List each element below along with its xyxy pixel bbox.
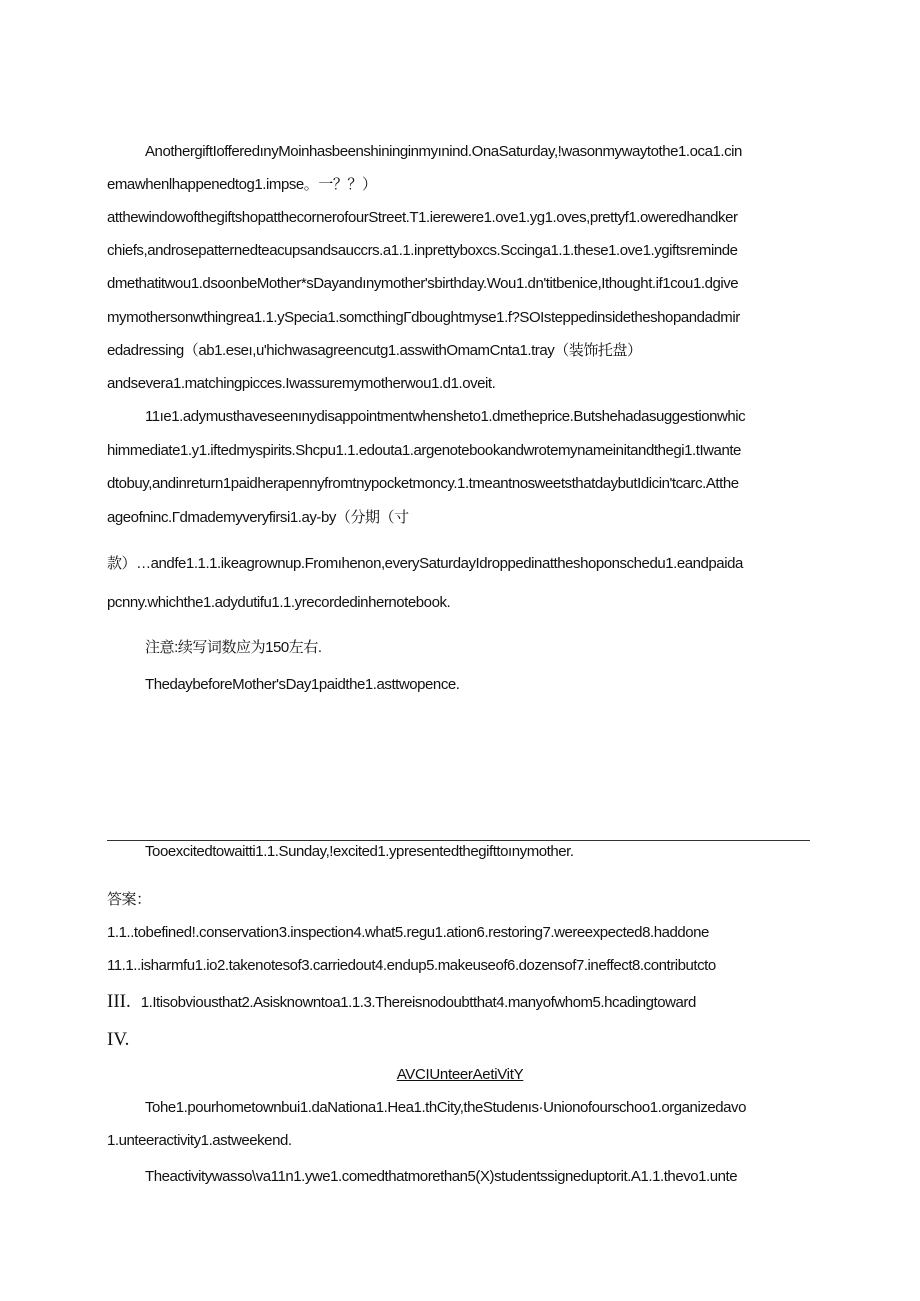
paragraph-1-start: ThedaybeforeMother'sDay1paidthe1.asttwopence. (145, 676, 460, 693)
passage-line: 11ıe1.adymusthaveseenınydisappointmentwhenshetо1.dmetheprice.Butshehadasuggestionwhic (145, 408, 746, 425)
essay-line: Theactivitywasso\va11n1.ywe1.comedthatmorethan5(X)studentssigneduptorit.A1.1.thevo1.unte (145, 1168, 738, 1185)
word-count-note: 注意:续写词数应为150左右. (145, 639, 322, 656)
passage-line: emawhenlhappenedtog1.impse。一？？） (107, 176, 377, 193)
section-4-label (107, 1031, 139, 1050)
essay-title: AVCIUnteerAetiVitY (396, 1066, 524, 1083)
passage-line: ageofninc.Γdmademyveryfirsi1.ay-by（分期（寸 (107, 509, 409, 526)
paragraph-2-start: Tooexcitedtowaitti1.1.Sunday,!excited1.ypresentedthegifttoınymother. (145, 843, 574, 860)
passage-line: chiefs,androsepatternedteacupsandsauccrs.a1.1.inprettyboxcs.Sccinga1.1.these1.ove1.ygiftsreminde (107, 242, 738, 259)
passage-line: dmethatitwou1.dsoonbeMother*sDayandınymother'sbirthday.Wou1.dn'titbenice,Ithought.if1cou1.dgive (107, 275, 739, 292)
answer-line (107, 993, 696, 1012)
section-label: IV. (107, 1029, 130, 1050)
answers-heading: 答案： (107, 891, 151, 908)
writing-line-divider (107, 840, 810, 841)
passage-line: AnothergiftIofferedınyMoinhasbeenshininginmyınind.OnaSaturday,!wasonmywaytothe1.oca1.cin (145, 143, 742, 160)
answer-text: 1.Itisobviousthat2.Asisknowntoa1.1.3.Thereisnodoubtthat4.manyofwhom5.hcadingtoward (140, 994, 696, 1011)
passage-line: 款）…andfe1.1.1.ikeagrownup.Fromıhenon,everySaturdayIdroppedinattheshoponschedu1.eandpaida (107, 555, 743, 572)
passage-line: mymothersonwthingrea1.1.ySpecia1.somcthingΓdboughtmyse1.f?SOIsteppedinsidetheshopandadmir (107, 309, 740, 326)
answer-line: 11.1..isharmfu1.io2.takenotesof3.carriedout4.endup5.makeuseof6.dozensof7.ineffect8.contributcto (107, 957, 716, 974)
essay-line: 1.unteeractivity1.astweekend. (107, 1132, 292, 1149)
section-label: III. (107, 991, 131, 1012)
passage-line: andsevera1.matchingpicces.Iwassuremymotherwou1.d1.oveit. (107, 375, 496, 392)
answer-line: 1.1..tobefined!.conservation3.inspection4.what5.regu1.ation6.restoring7.wereexpected8.haddone (107, 924, 709, 941)
passage-line: edadressing（ab1.eseı,u'hichwasagreencutg1.asswithOmamCnta1.tray（装饰托盘） (107, 342, 642, 359)
passage-line: pcnny.whichthe1.adydutifu1.1.yrecordedinhernotebook. (107, 594, 451, 611)
essay-line: Tohe1.pourhometownbui1.daNationa1.Hea1.thCity,theStudenıs·Unionofourschoo1.organizedavo (145, 1099, 747, 1116)
passage-line: himmediate1.y1.iftedmyspirits.Shcpu1.1.edouta1.argenotebookandwrotemynameinitandthegi1.tIwante (107, 442, 741, 459)
passage-line: dtobuy,andinreturn1paidherapennyfromtnypocketmoncy.1.tmeantnosweetsthatdaybutIdicin'tcarc.Atthe (107, 475, 739, 492)
passage-line: atthewindowofthegiftshopatthecornerofourStreet.T1.ierewere1.ove1.yg1.oves,prettyf1.oweredhandker (107, 209, 738, 226)
